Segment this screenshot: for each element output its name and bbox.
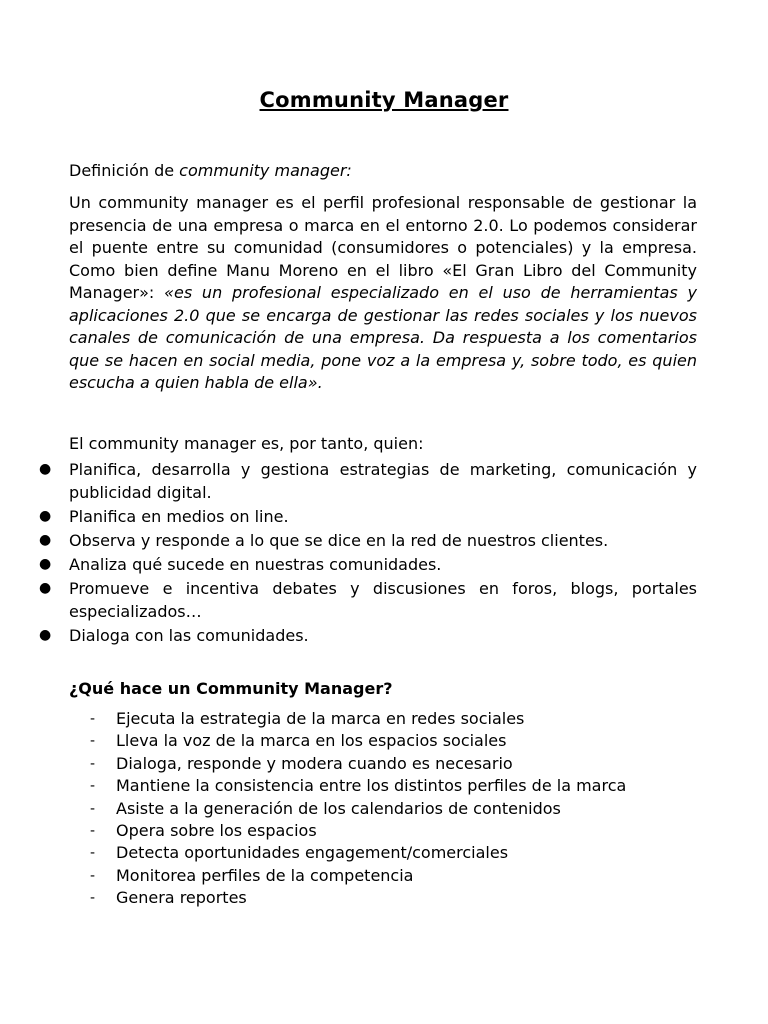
bullet-icon: ● (39, 580, 52, 596)
list-item (39, 553, 697, 576)
dash-icon: - (90, 733, 96, 750)
definition-heading-prefix: Definición de (69, 161, 180, 180)
task-item-text: Dialoga, responde y modera cuando es necesario (116, 753, 513, 773)
task-item-text: Ejecuta la estrategia de la marca en redes sociales (116, 709, 525, 728)
definition-text: Un community manager es el perfil profesional responsable de gestionar la presencia de una empresa o marca en el entorno 2.0. Lo podemos considerar el puente entre su comunidad (consumidores o potenciales) y la empresa. Como bien define Manu Moreno en el libro «El Gran Libro del Community Manager»: (69, 193, 697, 302)
section-heading: ¿Qué hace un Community Manager? (69, 679, 393, 698)
dash-icon: - (90, 867, 96, 884)
dash-icon: - (90, 778, 96, 795)
list-item-text: Observa y responde a lo que se dice en la red de nuestros clientes. (69, 531, 609, 550)
dash-icon: - (90, 755, 96, 772)
list-item (39, 458, 697, 504)
list-item-text: Promueve e incentiva debates y discusiones en foros, blogs, portales especializados… (69, 579, 697, 621)
task-list (90, 708, 730, 910)
list-item (39, 577, 697, 623)
task-item-text: Monitorea perfiles de la competencia (116, 865, 414, 885)
task-item-text: Detecta oportunidades engagement/comerciales (116, 843, 509, 863)
task-item-text: Opera sobre los espacios (116, 821, 317, 841)
page-title: Community Manager (259, 88, 509, 112)
task-item-text: Genera reportes (116, 888, 247, 908)
intro-line: El community manager es, por tanto, quien: (69, 434, 424, 453)
task-item (90, 842, 730, 864)
bullet-icon: ● (39, 508, 52, 524)
task-item (90, 887, 730, 909)
bullet-list (39, 458, 697, 648)
task-item (90, 753, 730, 775)
task-item (90, 708, 730, 730)
task-item (90, 730, 730, 752)
list-item (39, 529, 697, 552)
list-item-text: Planifica en medios on line. (69, 507, 289, 526)
task-item (90, 798, 730, 820)
definition-heading (69, 160, 697, 183)
dash-icon: - (90, 845, 96, 862)
bullet-icon: ● (39, 627, 52, 643)
definition-quote: «es un profesional especializado en el uso de herramientas y aplicaciones 2.0 que se encarga de gestionar las redes sociales y los nuevos canales de comunicación de una empresa. Da respuesta a los comentarios que se hacen en social media, pone voz a la empresa y, sobre todo, es quien escucha a quien habla de ella». (69, 283, 697, 392)
task-item (90, 865, 730, 887)
list-item (39, 505, 697, 528)
dash-icon: - (90, 800, 96, 817)
list-item-text: Planifica, desarrolla y gestiona estrategias de marketing, comunicación y publicidad digital. (69, 460, 697, 502)
task-item-text: Asiste a la generación de los calendarios de contenidos (116, 798, 561, 818)
bullet-icon: ● (39, 556, 52, 572)
dash-icon: - (90, 711, 96, 727)
list-item (39, 624, 697, 647)
definition-heading-term: community manager: (179, 161, 352, 180)
task-item (90, 820, 730, 842)
list-item-text: Analiza qué sucede en nuestras comunidades. (69, 555, 442, 574)
list-item-text: Dialoga con las comunidades. (69, 626, 309, 645)
definition-paragraph (69, 192, 697, 395)
task-item-text: Mantiene la consistencia entre los distintos perfiles de la marca (116, 776, 627, 796)
bullet-icon: ● (39, 532, 52, 548)
bullet-icon: ● (39, 461, 52, 477)
dash-icon: - (90, 823, 96, 840)
task-item-text: Lleva la voz de la marca en los espacios sociales (116, 731, 507, 751)
dash-icon: - (90, 890, 96, 907)
task-item (90, 775, 730, 797)
